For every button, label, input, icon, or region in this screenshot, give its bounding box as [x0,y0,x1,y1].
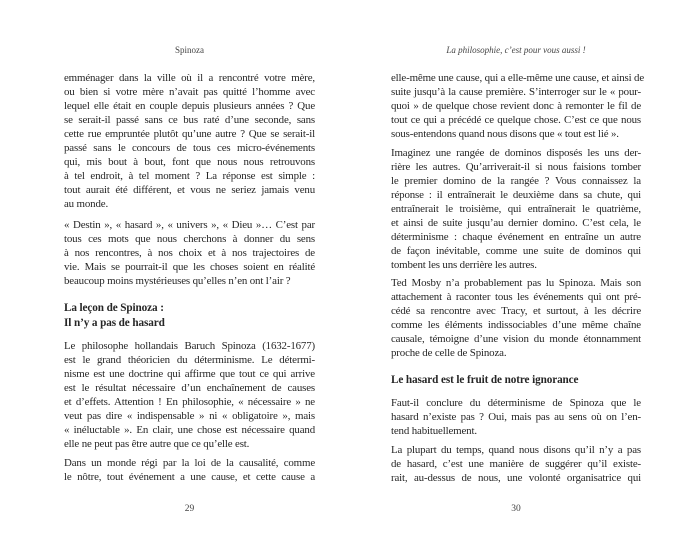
text-line: de façon inévitable, comme une suite de dominos qui [391,245,641,257]
text-line: Imaginez une rangée de dominos disposés les uns der- [391,147,641,159]
text-line: déterminisme : chaque événement en entraîne un autre [391,231,641,243]
text-line: beaucoup moins mystérieuses qu’elles n’en ont l’air ? [64,275,291,287]
text-line: hasard n’existe pas ? Oui, mais pas au sens où on l’en- [391,411,641,423]
text-line: entraînerait le troisième, qui entraînerait le quatrième, [391,203,641,215]
text-line: tout ce qui a précédé ce quelque chose. C’est ce que nous [391,114,641,126]
text-line: est le grand théoricien du déterminisme. Le détermi- [64,354,315,366]
text-line: comme les éléments indissociables d’une même chaîne [391,319,641,331]
text-line: au monde. [64,198,109,210]
paragraph [391,443,641,485]
text-line: La leçon de Spinoza : [64,302,164,314]
paragraph [391,276,641,360]
text-line: attachement à raconter tous les événements qui ont pré- [391,291,641,303]
text-line: proche de celle de Spinoza. [391,347,507,359]
text-line: Faut-il conclure du déterminisme de Spinoza que le [391,397,641,409]
text-line: sous-entendons quand nous disons que « tout est lié ». [391,128,619,140]
paragraph [64,456,315,484]
text-line: et d’effets. Attention ! En philosophie, « nécessaire » ne [64,396,315,408]
text-line: La plupart du temps, quand nous disons qu’il n’y a pas [391,444,641,456]
text-line: tend habituellement. [391,425,477,437]
text-line: quoi » de quelque chose revient donc à remonter le fil de [391,100,641,112]
text-line: veut pas dire « indispensable » ni « obligatoire », mais [64,410,315,422]
text-line: le premier domino de la rangée ? Vous connaissez la [391,175,641,187]
text-line: à nos rencontres, à nos choix et à nos trajectoires de [64,247,315,259]
text-line: de hasard, c’est une manière de suggérer qu’il existe- [391,458,641,470]
text-line: à tel endroit, à tel moment ? La réponse est simple : [64,170,315,182]
text-line: nisme est une doctrine qui affirme que tout ce qui arrive [64,368,315,380]
paragraph [64,218,315,288]
text-line: rait, au-dessus de nous, une volonté organisatrice qui [391,472,641,484]
text-line: Ted Mosby n’a probablement pas lu Spinoza. Mais son [391,277,641,289]
text-line: est le résultat nécessaire d’un enchaînement de causes [64,382,315,394]
text-line: lequel elle était en couple depuis plusieurs années ? Que [64,100,315,112]
text-line: « inéluctable ». En clair, une chose est nécessaire quand [64,424,315,436]
paragraph [391,146,641,272]
text-line: Il n’y a pas de hasard [64,317,165,329]
text-line: elle ne peut pas être autre que ce qu’elle est. [64,438,250,450]
page-number: 30 [511,504,521,514]
paragraph [391,396,641,438]
text-line: ou bien si votre mère n’avait pas quitté l’homme avec [64,86,315,98]
paragraph [64,339,315,451]
section-heading [64,301,315,331]
text-line: causale, témoigne d’une vision du monde étonnamment [391,333,641,345]
text-line: tous ces mots que nous cherchons à donner du sens [64,233,315,245]
text-line: cédé sa rencontre avec Tracy, et surtout, à les décrire [391,305,641,317]
text-line: Dans un monde régi par la loi de la causalité, comme [64,457,315,469]
text-line: Le hasard est le fruit de notre ignorance [391,374,579,386]
running-head: La philosophie, c’est pour vous aussi ! [446,45,586,55]
text-line: qui, mis bout à bout, font que nous nous retrouvons [64,156,315,168]
text-line: réponse : il entraînerait le deuxième dans sa chute, qui [391,189,641,201]
text-line: elle-même une cause, qui a elle-même une cause, et ainsi de [391,72,645,84]
text-line: tombent les uns derrière les autres. [391,259,537,271]
text-line: et ainsi de suite jusqu’au dernier domino. C’est cela, le [391,217,641,229]
text-line: suite jusqu’à la cause première. S’interroger sur le « pour- [391,86,641,98]
text-line: tout aurait été différent, et vous ne seriez jamais venu [64,184,315,196]
text-line: « Destin », « hasard », « univers », « Dieu »… C’est par [64,219,315,231]
paragraph [64,71,315,211]
text-line: passé sans le concours de tous ces micro-événements [64,142,315,154]
text-line: Le philosophe hollandais Baruch Spinoza (1632-1677) [64,340,315,352]
text-line: rière les autres. Qu’arriverait-il si nous faisions tomber [391,161,641,173]
right-page [350,0,700,557]
section-heading [391,373,641,388]
text-line: cette rue empruntée plutôt qu’une autre ? Que se serait-il [64,128,315,140]
text-line: vie. Mais se pourrait-il que les choses soient en réalité [64,261,315,273]
text-line: emménager dans la ville où il a rencontré votre mère, [64,72,315,84]
text-line: se serait-il passé sans ce bus raté d’une seconde, sans [64,114,315,126]
running-head: Spinoza [175,45,204,55]
paragraph [391,71,645,141]
text-line: le nôtre, tout événement a une cause, et cette cause a [64,471,315,483]
page-number: 29 [184,504,195,514]
